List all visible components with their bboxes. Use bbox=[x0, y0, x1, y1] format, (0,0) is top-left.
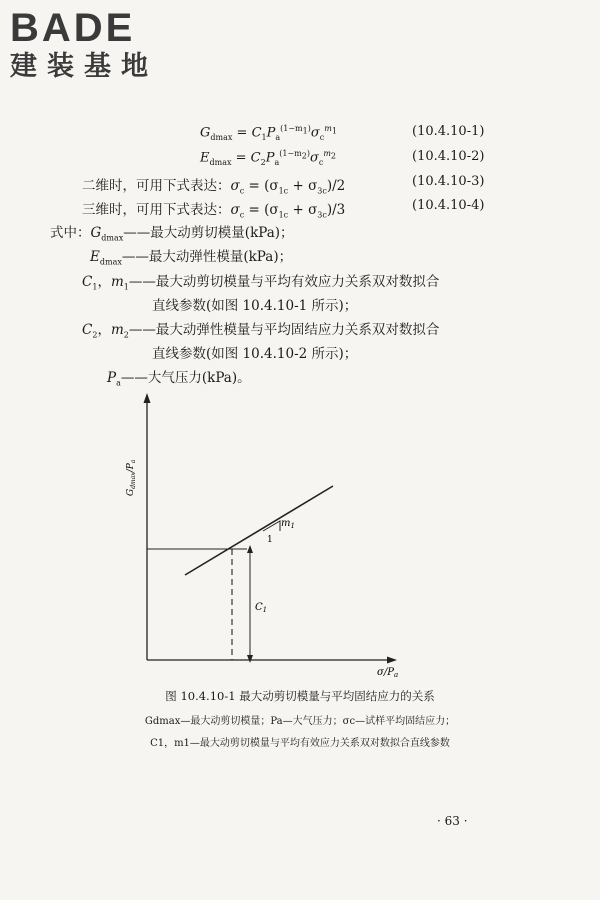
def-g-text: ——最大动剪切模量(kPa)； bbox=[123, 225, 294, 241]
c1-arrow-top bbox=[247, 545, 253, 553]
eq3-plus: + σ bbox=[288, 178, 318, 194]
eq2-coef-sub: 2 bbox=[260, 157, 266, 167]
eq2-sigma-exp-sub: 2 bbox=[330, 151, 337, 161]
def-pa-sub: a bbox=[116, 378, 121, 388]
def-e-text: ——最大动弹性模量(kPa)； bbox=[121, 249, 293, 265]
equation-4: 三维时，可用下式表达：$\sigma_c = (\sigma_{1c} + \sigma_{3c})/3$ bbox=[82, 202, 346, 220]
eq2-lhs-sub: dmax bbox=[209, 157, 232, 167]
eq4-sub1: 1c bbox=[278, 210, 289, 220]
eq2-base-sub: a bbox=[274, 157, 280, 167]
equation-3: 二维时，可用下式表达：$\sigma_c = (\sigma_{1c} + \sigma_{3c})/2$ bbox=[82, 178, 346, 196]
eq4-sub2: 3c bbox=[317, 210, 327, 220]
def-c1-text: ——最大动剪切模量与平均有效应力关系双对数拟合 bbox=[128, 274, 440, 290]
eq3-sub1: 1c bbox=[278, 186, 289, 196]
eq2-sigma-exp: m bbox=[323, 149, 331, 158]
c1-arrow-bottom bbox=[247, 655, 253, 663]
eq3-sub2: 3c bbox=[317, 186, 327, 196]
equation-1: $G_{dmax} = C_1P_a^{(1-m_1)}\sigma_c^{m_1}$ bbox=[200, 124, 337, 142]
eq1-sigma-exp-sub: 1 bbox=[331, 126, 337, 136]
def-pa-text: ——大气压力(kPa)。 bbox=[120, 370, 251, 386]
slope-tick-label: 1 bbox=[267, 535, 273, 545]
def-g-symbol: G bbox=[90, 225, 102, 241]
def-g-sub: dmax bbox=[101, 233, 124, 243]
eq2-coef: C bbox=[250, 150, 261, 166]
page-number: · 63 · bbox=[437, 814, 468, 828]
eq4-expr-open: (σ bbox=[264, 202, 279, 218]
eq4-end: )/3 bbox=[326, 202, 346, 218]
eq1-lhs: G bbox=[200, 125, 211, 141]
eq1-exp-end: ) bbox=[307, 124, 311, 133]
definition-c2-m2: $C_2$，$m_2——$最大动弹性模量与平均固结应力关系双对数拟合 bbox=[82, 322, 440, 340]
fit-line bbox=[185, 486, 333, 575]
slope-label: $m_1$ bbox=[281, 518, 295, 530]
eq3-end: )/2 bbox=[326, 178, 346, 194]
eq1-sigma-exp: m bbox=[324, 124, 332, 133]
definition-edmax bbox=[90, 245, 292, 267]
bade-logo bbox=[10, 6, 158, 84]
definition-c1-m1: $C_1$，$m_1——$最大动剪切模量与平均有效应力关系双对数拟合 bbox=[82, 274, 440, 292]
figure-caption-line-3: C1，m1—最大动剪切模量与平均有效应力关系双对数拟合直线参数 bbox=[150, 738, 450, 749]
definitions-intro: 式中： bbox=[50, 225, 91, 241]
eq2-exp-end: ) bbox=[306, 149, 310, 158]
figure-caption-line-2: Gdmax—最大动剪切模量；Pa—大气压力；σc—试样平均固结应力； bbox=[144, 716, 456, 727]
definition-gdmax bbox=[50, 221, 294, 243]
definition-c1-cont: 直线参数(如图 10.4.10-1 所示)； bbox=[152, 298, 358, 314]
equation-2: $E_{dmax} = C_2P_a^{(1-m_2)}\sigma_c^{m_2}$ bbox=[200, 149, 337, 167]
eq2-exp-sub: 2 bbox=[301, 151, 307, 161]
equation-2-number: (10.4.10-2) bbox=[412, 149, 485, 164]
logo-subtitle: 建装基地 bbox=[10, 51, 158, 82]
figure-10-4-10-1 bbox=[105, 392, 425, 677]
eq1-exp-sub: 1 bbox=[302, 126, 308, 136]
y-axis-arrow bbox=[144, 393, 151, 403]
eq1-lhs-sub: dmax bbox=[210, 132, 233, 142]
eq3-prefix: 二维时，可用下式表达： bbox=[82, 178, 231, 194]
eq1-coef-sub: 1 bbox=[261, 132, 267, 142]
def-e-sub: dmax bbox=[99, 257, 122, 267]
intercept-label: $C_1$ bbox=[255, 602, 268, 614]
x-axis-label: $\sigma/P_a$ bbox=[377, 667, 399, 677]
eq2-exp: (1−m bbox=[279, 149, 302, 158]
definition-c2-cont: 直线参数(如图 10.4.10-2 所示)； bbox=[152, 346, 358, 362]
eq2-lhs: E bbox=[200, 150, 210, 166]
eq2-base: P bbox=[265, 150, 275, 166]
def-e-symbol: E bbox=[90, 249, 100, 265]
def-c2-text: ——最大动弹性模量与平均固结应力关系双对数拟合 bbox=[128, 322, 440, 338]
x-axis-arrow bbox=[387, 657, 397, 664]
eq1-exp: (1−m bbox=[280, 124, 303, 133]
eq1-coef: C bbox=[251, 125, 262, 141]
figure-caption-title: 图 10.4.10-1 最大动剪切模量与平均固结应力的关系 bbox=[165, 689, 435, 703]
eq4-prefix: 三维时，可用下式表达： bbox=[82, 202, 231, 218]
equation-4-number: (10.4.10-4) bbox=[412, 198, 485, 213]
eq3-expr-open: (σ bbox=[264, 178, 279, 194]
y-axis-label: $G_{dmax}/P_a$ bbox=[126, 459, 137, 496]
def-pa-symbol: P bbox=[107, 370, 117, 386]
logo-wordmark: BADE bbox=[10, 6, 136, 50]
equation-3-number: (10.4.10-3) bbox=[412, 174, 485, 189]
eq1-base: P bbox=[266, 125, 276, 141]
definition-pa bbox=[107, 366, 251, 388]
eq1-base-sub: a bbox=[275, 132, 281, 142]
equation-1-number: (10.4.10-1) bbox=[412, 124, 485, 139]
eq4-plus: + σ bbox=[288, 202, 318, 218]
